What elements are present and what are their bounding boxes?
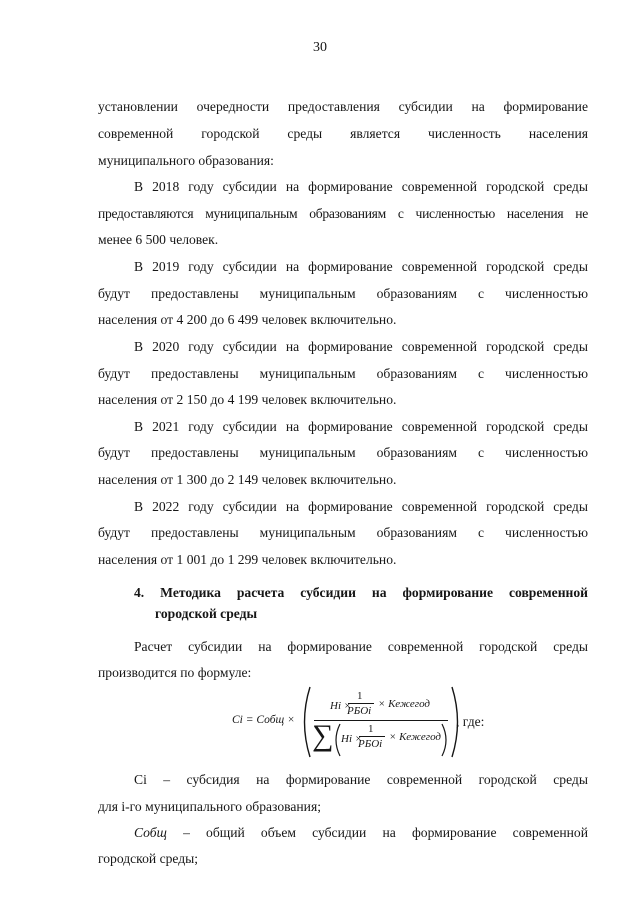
numerator-tail: × Кежегод: [378, 698, 430, 710]
numerator-one: 1: [357, 690, 363, 702]
p2018-line-2: предоставляются муниципальным образованиям с численностью населения не: [98, 206, 588, 221]
p2022-line-2: будут предоставлены муниципальным образованиям с численностью: [98, 525, 588, 540]
p2022-line-3: населения от 1 001 до 1 299 человек включительно.: [98, 552, 397, 567]
numerator-hi: Hi ×: [330, 700, 352, 712]
left-paren-icon: [298, 686, 312, 758]
sobshch-description: – общий объем субсидии на формирование современной: [166, 825, 588, 840]
p2021-line-1: В 2021 году субсидии на формирование современной городской среды: [134, 419, 588, 434]
calc-line-1: Расчет субсидии на формирование современной городской среды: [134, 639, 588, 654]
numerator-rbo: РБОi: [347, 705, 372, 717]
denominator-one: 1: [368, 723, 374, 735]
p2022-line-1: В 2022 году субсидии на формирование современной городской среды: [134, 499, 588, 514]
p2020-line-2: будут предоставлены муниципальным образованиям с численностью: [98, 366, 588, 381]
p2020-line-3: населения от 2 150 до 4 199 человек включительно.: [98, 392, 397, 407]
numerator-inner-fraction-bar: [348, 703, 374, 704]
p2019-line-3: населения от 4 200 до 6 499 человек включительно.: [98, 312, 397, 327]
p2021-line-2: будут предоставлены муниципальным образованиям с численностью: [98, 445, 588, 460]
intro-line-1: установлении очередности предоставления субсидии на формирование: [98, 99, 588, 114]
definition-sobshch-line-2: городской среды;: [98, 851, 199, 866]
formula-lhs: Ci = Собщ ×: [232, 714, 295, 726]
p2019-line-2: будут предоставлены муниципальным образованиям с численностью: [98, 286, 588, 301]
inner-left-paren-icon: [332, 723, 341, 757]
page-number: 30: [313, 40, 327, 55]
denominator-inner-fraction-bar: [359, 736, 385, 737]
denominator-tail: × Кежегод: [389, 731, 441, 743]
sobshch-term: Собщ: [134, 825, 167, 840]
calc-line-2: производится по формуле:: [98, 665, 252, 680]
p2019-line-1: В 2019 году субсидии на формирование современной городской среды: [134, 259, 588, 274]
p2020-line-1: В 2020 году субсидии на формирование современной городской среды: [134, 339, 588, 354]
definition-ci-line-1: Ci – субсидия на формирование современной городской среды: [134, 772, 588, 787]
intro-line-3: муниципального образования:: [98, 153, 274, 168]
section-heading-line-1: 4. Методика расчета субсидии на формирование современной: [134, 585, 588, 600]
denominator-rbo: РБОi: [358, 738, 383, 750]
definition-sobshch-line-1: [134, 823, 588, 843]
section-heading-line-2: городской среды: [155, 606, 258, 621]
inner-right-paren-icon: [441, 723, 450, 757]
intro-line-2: современной городской среды является численность населения: [98, 126, 588, 141]
definition-ci-line-2: для i-го муниципального образования;: [98, 799, 321, 814]
main-fraction-bar: [314, 720, 448, 721]
denominator-hi: Hi ×: [341, 733, 363, 745]
p2018-line-3: менее 6 500 человек.: [98, 232, 219, 247]
sum-icon: ∑: [312, 719, 334, 752]
formula-suffix: , где:: [456, 714, 485, 729]
p2018-line-1: В 2018 году субсидии на формирование современной городской среды: [134, 179, 588, 194]
p2021-line-3: населения от 1 300 до 2 149 человек включительно.: [98, 472, 397, 487]
